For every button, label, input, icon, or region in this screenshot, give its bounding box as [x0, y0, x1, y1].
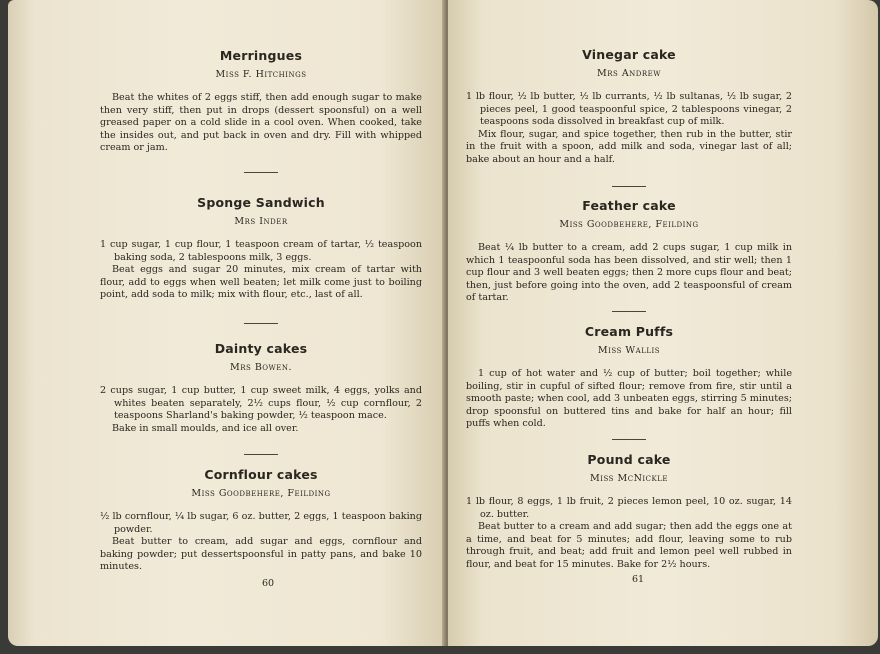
recipe-author: Mrs Inder [234, 216, 288, 227]
recipe-method: Beat butter to a cream and add sugar; then add the eggs one at a time, and beat for 5 minutes; add flour, leaving some to rub through fruit, and beat; add fruit and lemon peel well rubbed in flour, and beat for 15 minutes. Bake for 2½ hours. [466, 521, 792, 570]
divider-rule [612, 311, 646, 312]
divider-rule [612, 439, 646, 440]
recipe-title: Sponge Sandwich [197, 195, 325, 210]
recipe-pound-cake [466, 452, 792, 572]
recipe-title: Vinegar cake [582, 47, 676, 62]
recipe-cream-puffs [466, 324, 792, 431]
divider-rule [244, 323, 278, 324]
recipe-ingredients: 2 cups sugar, 1 cup butter, 1 cup sweet milk, 4 eggs, yolks and whites beaten separately, 2½ cups flour, ½ cup cornflour, 2 teaspoons Sharland's baking powder, ½ teaspoon mace. [100, 385, 422, 422]
recipe-method: Bake in small moulds, and ice all over. [112, 422, 299, 434]
recipe-ingredients: 1 cup sugar, 1 cup flour, 1 teaspoon cream of tartar, ½ teaspoon baking soda, 2 tablespoons milk, 3 eggs. [100, 239, 422, 263]
recipe-title: Merringues [219, 48, 303, 63]
recipe-author: Miss F. Hitchings [215, 69, 307, 80]
recipe-sponge-sandwich [100, 195, 422, 302]
recipe-vinegar-cake [466, 47, 792, 167]
recipe-merringues [100, 48, 422, 155]
recipe-ingredients: 1 lb flour, 8 eggs, 1 lb fruit, 2 pieces lemon peel, 10 oz. sugar, 14 oz. butter. [466, 496, 792, 520]
recipe-author: Miss Wallis [597, 345, 661, 356]
recipe-author: Mrs Bowen. [230, 362, 292, 373]
recipe-title: Pound cake [587, 452, 671, 467]
recipe-dainty-cakes [100, 341, 422, 435]
divider-rule [612, 186, 646, 187]
recipe-method: Beat ¼ lb butter to a cream, add 2 cups sugar, 1 cup milk in which 1 teaspoonful soda has been dissolved, and stir well; then 1 cup flour and 3 well beaten eggs; then 2 more cups flour and beat; then, just before going into the oven, add 2 teaspoonsful of cream of tartar. [466, 242, 792, 304]
left-page [8, 0, 446, 646]
divider-rule [244, 172, 278, 173]
recipe-title: Cream Puffs [584, 324, 674, 339]
recipe-ingredients: 1 lb flour, ½ lb butter, ½ lb currants, ½ lb sultanas, ½ lb sugar, 2 pieces peel, 1 good teaspoonful spice, 2 tablespoons vinegar, 2 teaspoons soda dissolved in breakfast cup of milk. [466, 91, 792, 128]
recipe-cornflour-cakes [100, 467, 422, 574]
recipe-method: Beat eggs and sugar 20 minutes, mix cream of tartar with flour, add to eggs when well beaten; let milk come just to boiling point, add soda to milk; mix with flour, etc., last of all. [100, 264, 422, 301]
recipe-author: Miss Goodbehere, Feilding [191, 488, 331, 499]
recipe-title: Feather cake [582, 198, 676, 213]
recipe-author: Miss Goodbehere, Feilding [559, 219, 699, 230]
recipe-feather-cake [466, 198, 792, 305]
recipe-author: Miss McNickle [590, 473, 668, 484]
page-number: 60 [261, 578, 275, 589]
recipe-title: Dainty cakes [214, 341, 308, 356]
recipe-method: Beat butter to cream, add sugar and eggs, cornflour and baking powder; put dessertspoonsful in patty pans, and bake 10 minutes. [100, 536, 422, 573]
right-page [448, 0, 878, 646]
recipe-method: Beat the whites of 2 eggs stiff, then add enough sugar to make then very stiff, then put in drops (dessert spoonsful) on a well greased paper on a cold slide in a cool oven. When cooked, take the insides out, and put back in oven and dry. Fill with whipped cream or jam. [100, 92, 422, 154]
recipe-ingredients: ½ lb cornflour, ¼ lb sugar, 6 oz. butter, 2 eggs, 1 teaspoon baking powder. [100, 511, 422, 535]
recipe-title: Cornflour cakes [204, 467, 318, 482]
page-number: 61 [631, 574, 645, 585]
divider-rule [244, 454, 278, 455]
recipe-method: 1 cup of hot water and ½ cup of butter; boil together; while boiling, stir in cupful of sifted flour; remove from fire, stir until a smooth paste; when cool, add 3 unbeaten eggs, stirring 5 minutes; drop spoonsful on buttered tins and bake for half an hour; fill puffs when cold. [466, 368, 792, 430]
recipe-method: Mix flour, sugar, and spice together, then rub in the butter, stir in the fruit with a spoon, add milk and soda, vinegar last of all; bake about an hour and a half. [466, 128, 792, 165]
recipe-author: Mrs Andrew [597, 68, 661, 79]
